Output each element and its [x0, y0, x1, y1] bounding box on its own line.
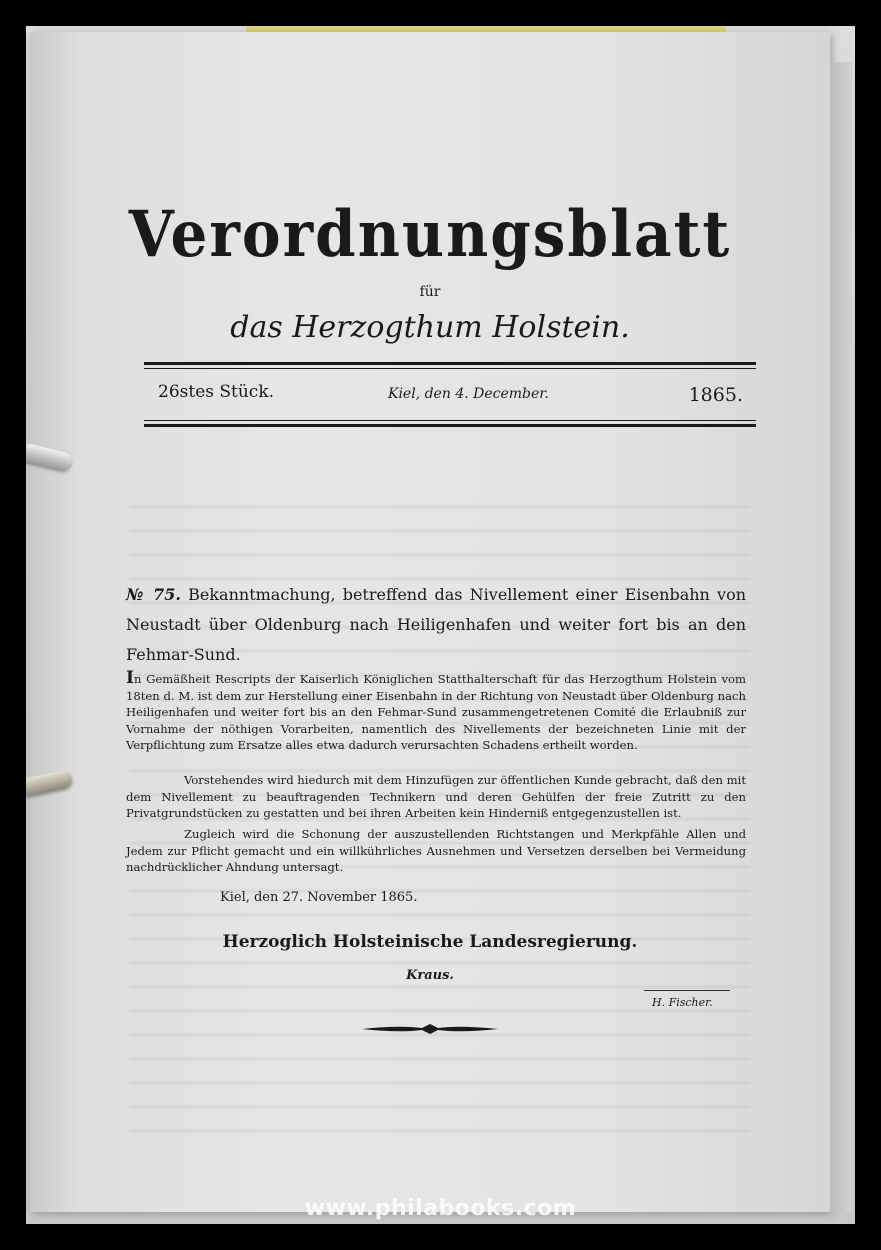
issuing-authority: Herzoglich Holsteinische Landesregierung. — [222, 932, 638, 952]
rule-top-thin — [144, 368, 756, 369]
issue-number: 26stes Stück. — [158, 382, 275, 402]
issue-place-date: Kiel, den 4. December. — [388, 386, 549, 402]
cosigner-name: H. Fischer. — [652, 996, 713, 1009]
masthead-fuer: für — [419, 284, 441, 300]
notice-paragraph-3: Zugleich wird die Schonung der auszustellenden Richtstangen und Merkpfähle Allen und Jedem zur Pflicht gemacht und ein willkührliches Ausnehmen und Versetzen derselben bei Vermeidung nachdrücklicher Ahndung untersagt. — [126, 827, 746, 874]
binder-ring-icon — [26, 769, 73, 797]
notice-paragraph-2: Vorstehendes wird hiedurch mit dem Hinzufügen zur öffentlichen Kunde gebracht, daß den mit dem Nivellement zu beauftragenden Technikern und deren Gehülfen der freie Zutritt zu den Privatgrundstücken zu gestatten und bei ihren Arbeiten kein Hinderniß entgegenzustellen ist. — [126, 773, 746, 820]
rule-top-thick — [144, 362, 756, 365]
document-page — [30, 32, 830, 1212]
paragraph-1-text: n Gemäßheit Rescripts der Kaiserlich Königlichen Statthalterschaft für das Herzogthum Holstein vom 18ten d. M. ist dem zur Herstellung einer Eisenbahn in der Richtung von Neustadt über Oldenburg nach Heiligenhafen und weiter fort bis an den Fehmar-Sund zusammengetretenen Comité die Erlaubniß zur Vornahme der nöthigen Vorarbeiten, namentlich des Nivellements der bezeichneten Linie mit der Verpflichtung zum Ersatze alles etwa dadurch verursachten Schadens ertheilt worden. — [126, 672, 746, 752]
notice-number: № 75. — [126, 585, 181, 604]
ornament-divider-icon — [360, 1022, 500, 1036]
rule-bottom-thick — [144, 424, 756, 427]
issue-line — [158, 382, 743, 408]
rule-bottom-thin — [144, 420, 756, 421]
signature-rule — [644, 990, 730, 991]
issue-year: 1865. — [688, 384, 743, 406]
masthead-subtitle: das Herzogthum Holstein. — [230, 310, 630, 345]
document-photo — [26, 26, 855, 1224]
page-edge — [830, 62, 852, 1212]
notice-title: Bekanntmachung, betreffend das Nivellement einer Eisenbahn von Neustadt über Oldenburg nach Heiligenhafen und weiter fort bis an den Fehmar-Sund. — [126, 585, 747, 664]
masthead-title: Verordnungsblatt — [128, 196, 732, 272]
notice-date-line: Kiel, den 27. November 1865. — [220, 890, 418, 905]
drop-initial: I — [126, 668, 134, 688]
signer-name: Kraus. — [406, 968, 454, 983]
watermark: www.philabooks.com — [304, 1196, 577, 1221]
notice-heading — [126, 580, 746, 670]
binder-ring-icon — [26, 442, 73, 472]
notice-paragraph-1 — [126, 670, 746, 754]
